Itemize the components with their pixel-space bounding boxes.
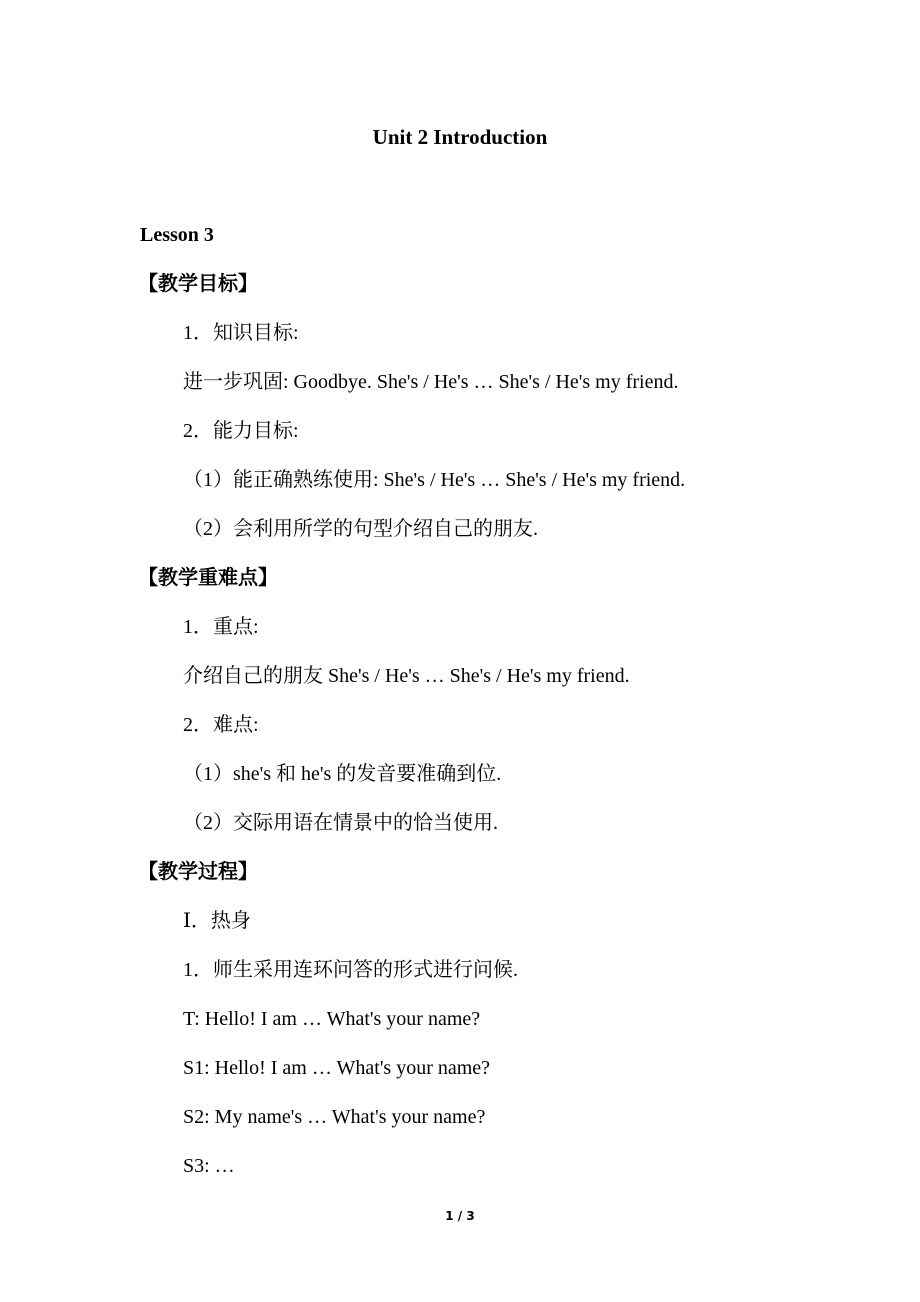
key-point-text: 介绍自己的朋友 She's / He's … She's / He's my friend. <box>183 665 630 687</box>
lesson-heading: Lesson 3 <box>140 224 214 246</box>
objective-knowledge-label: 1．知识目标: <box>183 322 299 344</box>
objective-ability-item-2: （2）会利用所学的句型介绍自己的朋友. <box>183 518 538 540</box>
process-step-1: 1．师生采用连环问答的形式进行问候. <box>183 959 518 981</box>
difficulty-item-2: （2）交际用语在情景中的恰当使用. <box>183 812 498 834</box>
section-heading-key-points: 【教学重难点】 <box>138 567 278 589</box>
document-title: Unit 2 Introduction <box>372 125 548 149</box>
objective-ability-label: 2．能力目标: <box>183 420 299 442</box>
dialogue-line-t: T: Hello! I am … What's your name? <box>183 1008 481 1030</box>
difficulty-label: 2．难点: <box>183 714 259 736</box>
difficulty-item-1: （1）she's 和 he's 的发音要准确到位. <box>183 763 502 785</box>
process-step-warmup: Ⅰ．热身 <box>183 910 251 932</box>
dialogue-line-s3: S3: … <box>183 1155 235 1177</box>
dialogue-line-s1: S1: Hello! I am … What's your name? <box>183 1057 491 1079</box>
objective-knowledge-text: 进一步巩固: Goodbye. She's / He's … She's / He's my friend. <box>183 371 679 393</box>
section-heading-process: 【教学过程】 <box>138 861 258 883</box>
objective-ability-item-1: （1）能正确熟练使用: She's / He's … She's / He's my friend. <box>183 469 686 491</box>
dialogue-line-s2: S2: My name's … What's your name? <box>183 1106 486 1128</box>
key-point-label: 1．重点: <box>183 616 259 638</box>
section-heading-objectives: 【教学目标】 <box>138 273 258 295</box>
page-number: 1 / 3 <box>445 1209 475 1223</box>
